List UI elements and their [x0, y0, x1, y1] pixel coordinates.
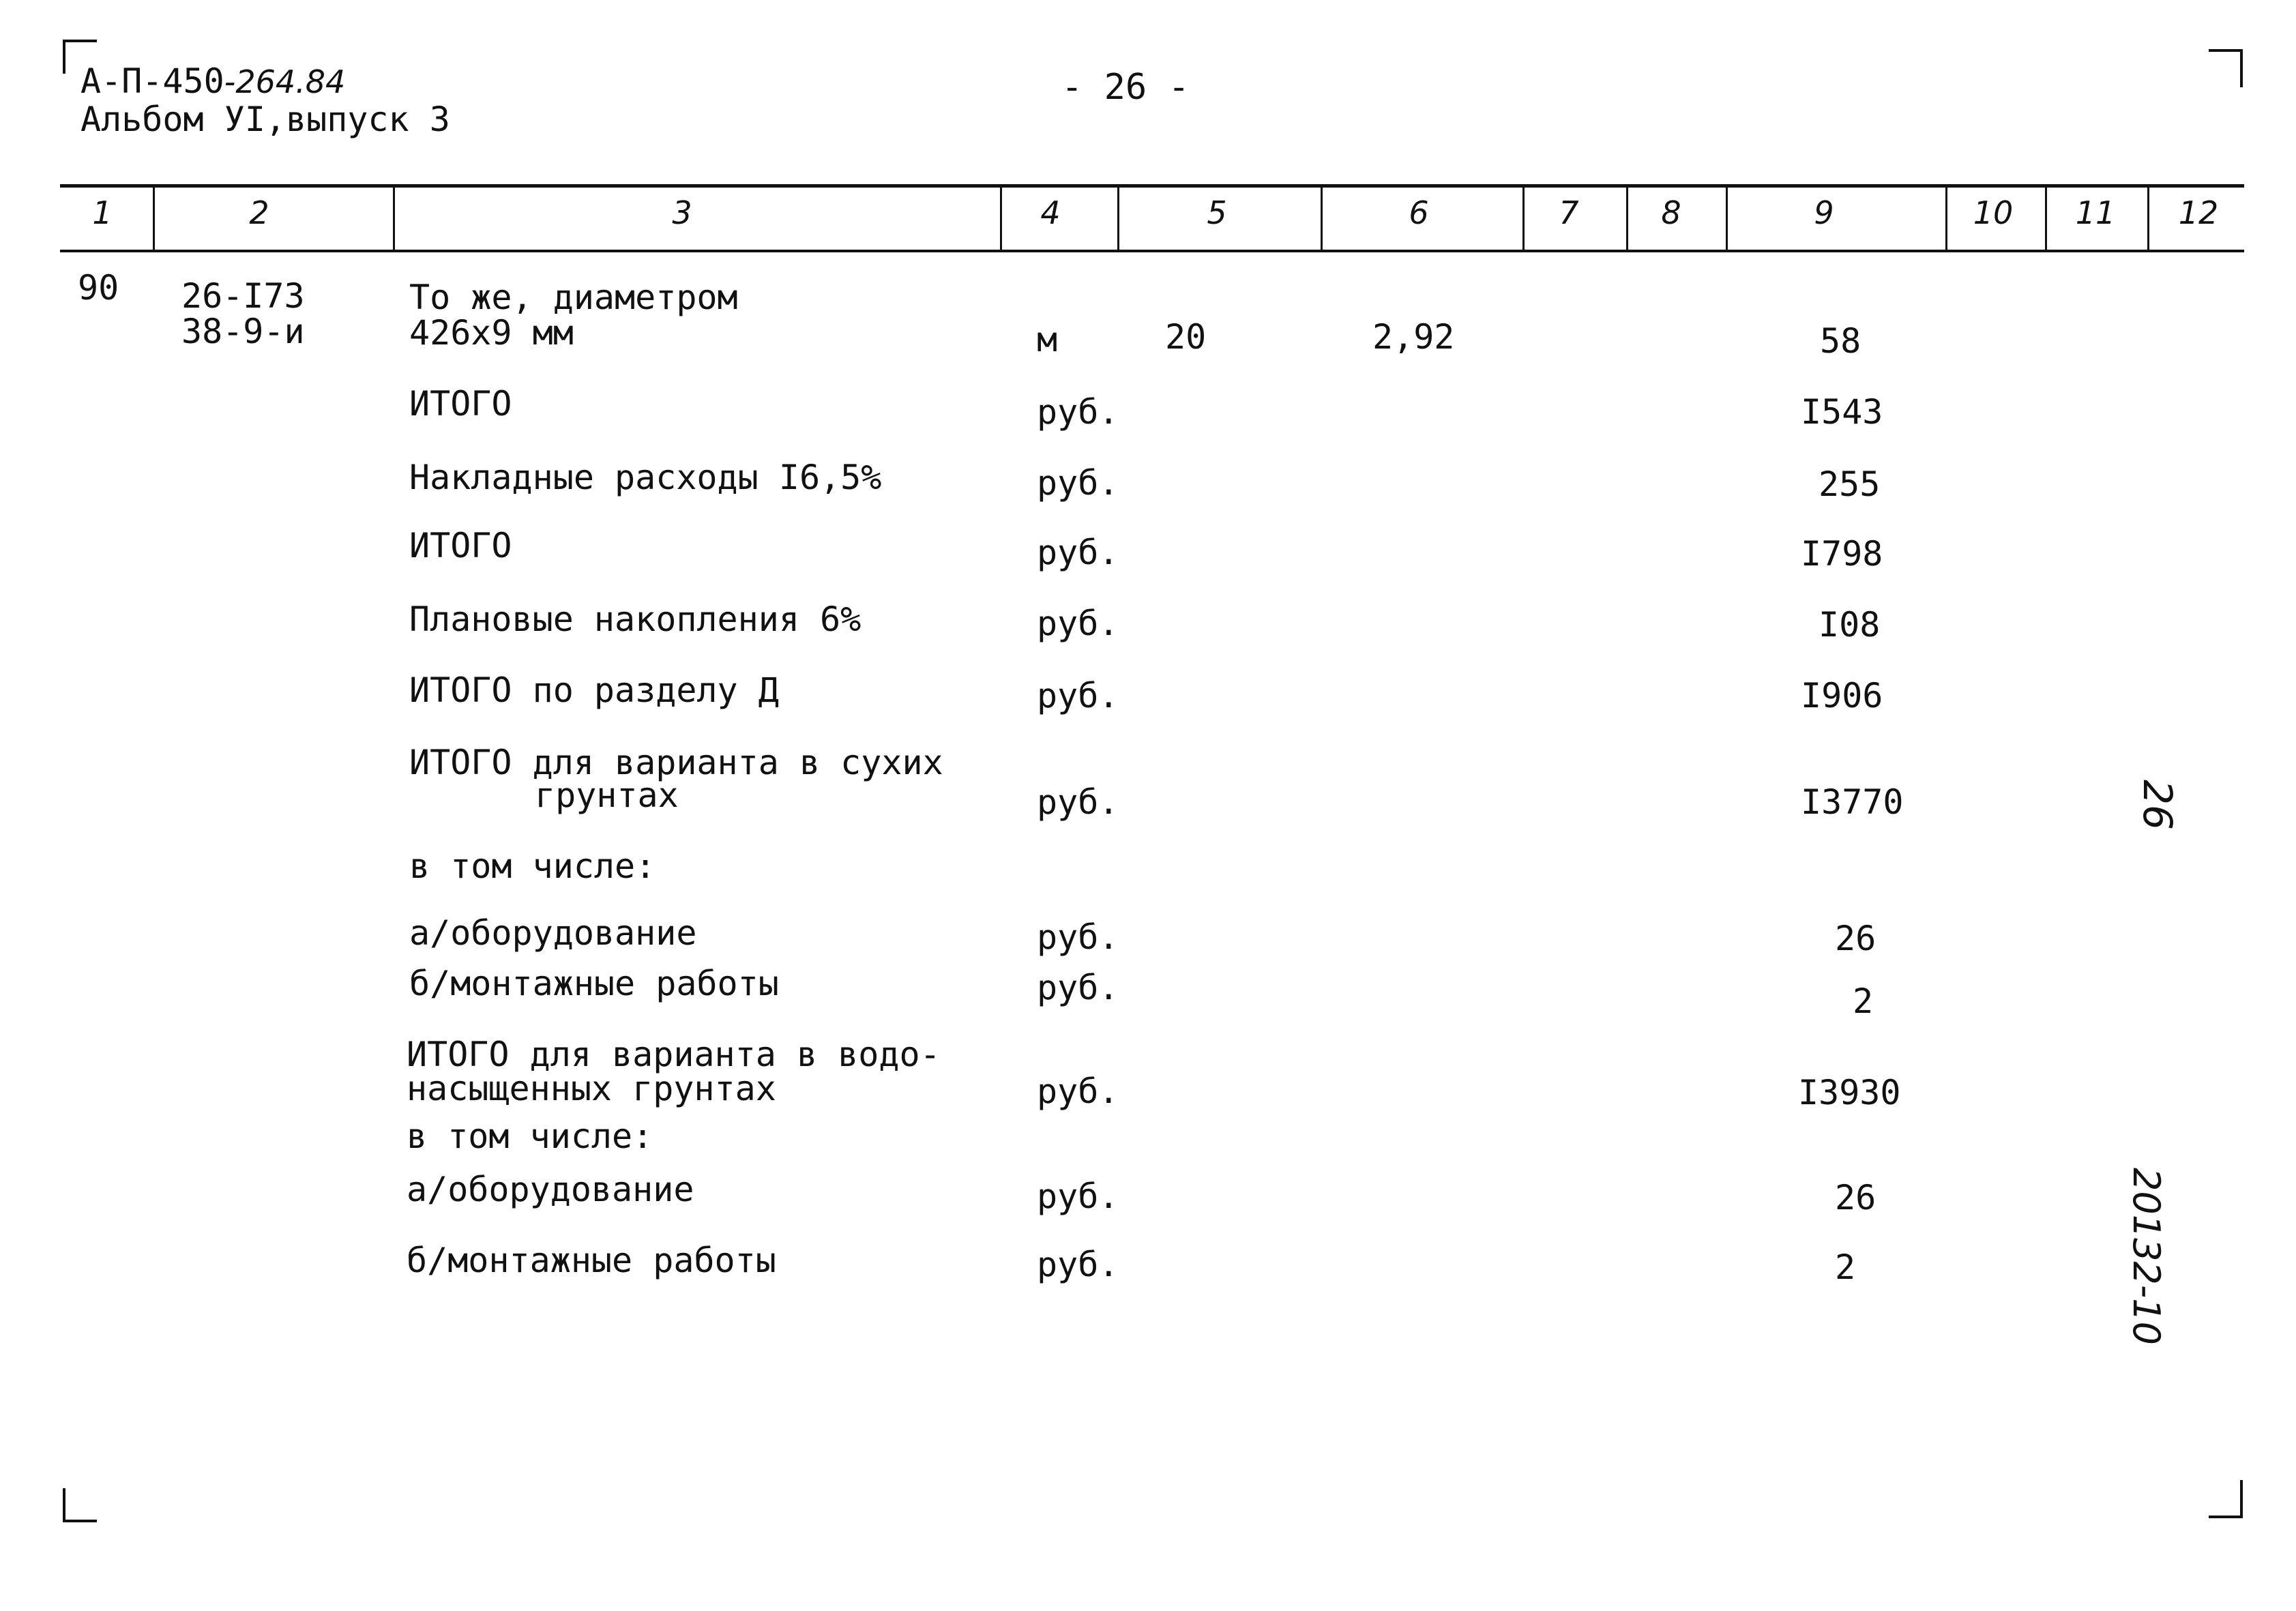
row-number: 90 — [78, 268, 119, 308]
row-unit-price: 2,92 — [1372, 317, 1455, 357]
row-unit: м — [1037, 320, 1058, 359]
row-description: а/оборудование — [407, 1170, 694, 1209]
row-unit: руб. — [1037, 463, 1119, 503]
column-header-2: 2 — [249, 194, 269, 231]
row-total: I906 — [1801, 676, 1883, 715]
row-total: 255 — [1819, 464, 1881, 504]
column-header-5: 5 — [1207, 194, 1227, 231]
document-code-handwritten: -264.84 — [224, 63, 346, 100]
row-description: ИТОГО по разделу Д — [409, 670, 779, 710]
row-unit: руб. — [1037, 392, 1119, 432]
margin-sheet-number: 26 — [2134, 780, 2181, 830]
row-unit: руб. — [1037, 782, 1119, 822]
corner-mark-bottom-left — [63, 1488, 97, 1522]
row-total: 2 — [1853, 981, 1874, 1021]
row-total: 2 — [1835, 1247, 1856, 1287]
row-unit: руб. — [1037, 533, 1119, 572]
row-description: в том числе: — [407, 1117, 653, 1156]
document-code — [80, 63, 345, 100]
row-total: 26 — [1835, 919, 1876, 958]
row-description-cont: 426х9 мм — [409, 313, 574, 353]
row-description: ИТОГО для варианта в водо- — [407, 1035, 941, 1074]
table-header-bottom-rule — [60, 250, 2244, 252]
column-separator — [2147, 186, 2149, 251]
column-separator — [2045, 186, 2047, 251]
row-description: б/монтажные работы — [409, 964, 779, 1003]
column-separator — [1522, 186, 1525, 251]
row-unit: руб. — [1037, 604, 1119, 643]
column-header-12: 12 — [2178, 194, 2219, 231]
row-total: I3930 — [1798, 1073, 1901, 1112]
row-unit: руб. — [1037, 1071, 1119, 1111]
row-total: I08 — [1819, 605, 1881, 645]
row-total: I3770 — [1801, 782, 1904, 822]
column-separator — [1321, 186, 1323, 251]
column-header-10: 10 — [1973, 194, 2014, 231]
corner-mark-bottom-right — [2209, 1480, 2243, 1518]
row-total: I543 — [1801, 392, 1883, 432]
row-unit: руб. — [1037, 1245, 1119, 1284]
column-separator — [1117, 186, 1119, 251]
corner-mark-top-right — [2209, 49, 2243, 87]
row-description: То же, диаметром — [409, 278, 738, 317]
column-separator — [153, 186, 155, 251]
row-unit: руб. — [1037, 968, 1119, 1007]
column-header-8: 8 — [1661, 194, 1681, 231]
margin-document-number: 20132-10 — [2125, 1168, 2168, 1345]
column-separator — [393, 186, 395, 251]
row-description: а/оборудование — [409, 913, 697, 953]
row-description: ИТОГО — [409, 526, 512, 565]
row-description-cont: насыщенных грунтах — [407, 1069, 776, 1108]
column-header-4: 4 — [1040, 194, 1061, 231]
row-code-2: 38-9-и — [181, 312, 305, 351]
column-separator — [1945, 186, 1947, 251]
column-header-11: 11 — [2075, 194, 2116, 231]
column-header-1: 1 — [92, 194, 113, 231]
row-total: 26 — [1835, 1178, 1876, 1217]
page-number: - 26 - — [1061, 67, 1190, 108]
column-header-9: 9 — [1814, 194, 1834, 231]
row-description: Накладные расходы I6,5% — [409, 458, 882, 497]
row-total: I798 — [1801, 534, 1883, 574]
row-description: ИТОГО для варианта в сухих — [409, 743, 943, 782]
album-line: Альбом УI,выпуск 3 — [80, 100, 450, 139]
document-code-printed: А-П-450 — [80, 61, 224, 101]
table-top-rule — [60, 184, 2244, 188]
row-description-cont: грунтах — [535, 775, 679, 815]
row-description: ИТОГО — [409, 384, 512, 424]
row-description: в том числе: — [409, 846, 656, 886]
row-unit: руб. — [1037, 1177, 1119, 1216]
row-description: б/монтажные работы — [407, 1241, 776, 1280]
column-header-3: 3 — [672, 194, 692, 231]
row-total: 58 — [1820, 321, 1861, 361]
row-description: Плановые накопления 6% — [409, 600, 862, 639]
column-separator — [1726, 186, 1728, 251]
column-separator — [1000, 186, 1002, 251]
column-separator — [1626, 186, 1628, 251]
column-header-6: 6 — [1409, 194, 1429, 231]
row-unit: руб. — [1037, 676, 1119, 715]
column-header-7: 7 — [1559, 194, 1579, 231]
row-unit: руб. — [1037, 917, 1119, 957]
row-quantity: 20 — [1165, 317, 1207, 357]
row-code-1: 26-I73 — [181, 276, 305, 316]
